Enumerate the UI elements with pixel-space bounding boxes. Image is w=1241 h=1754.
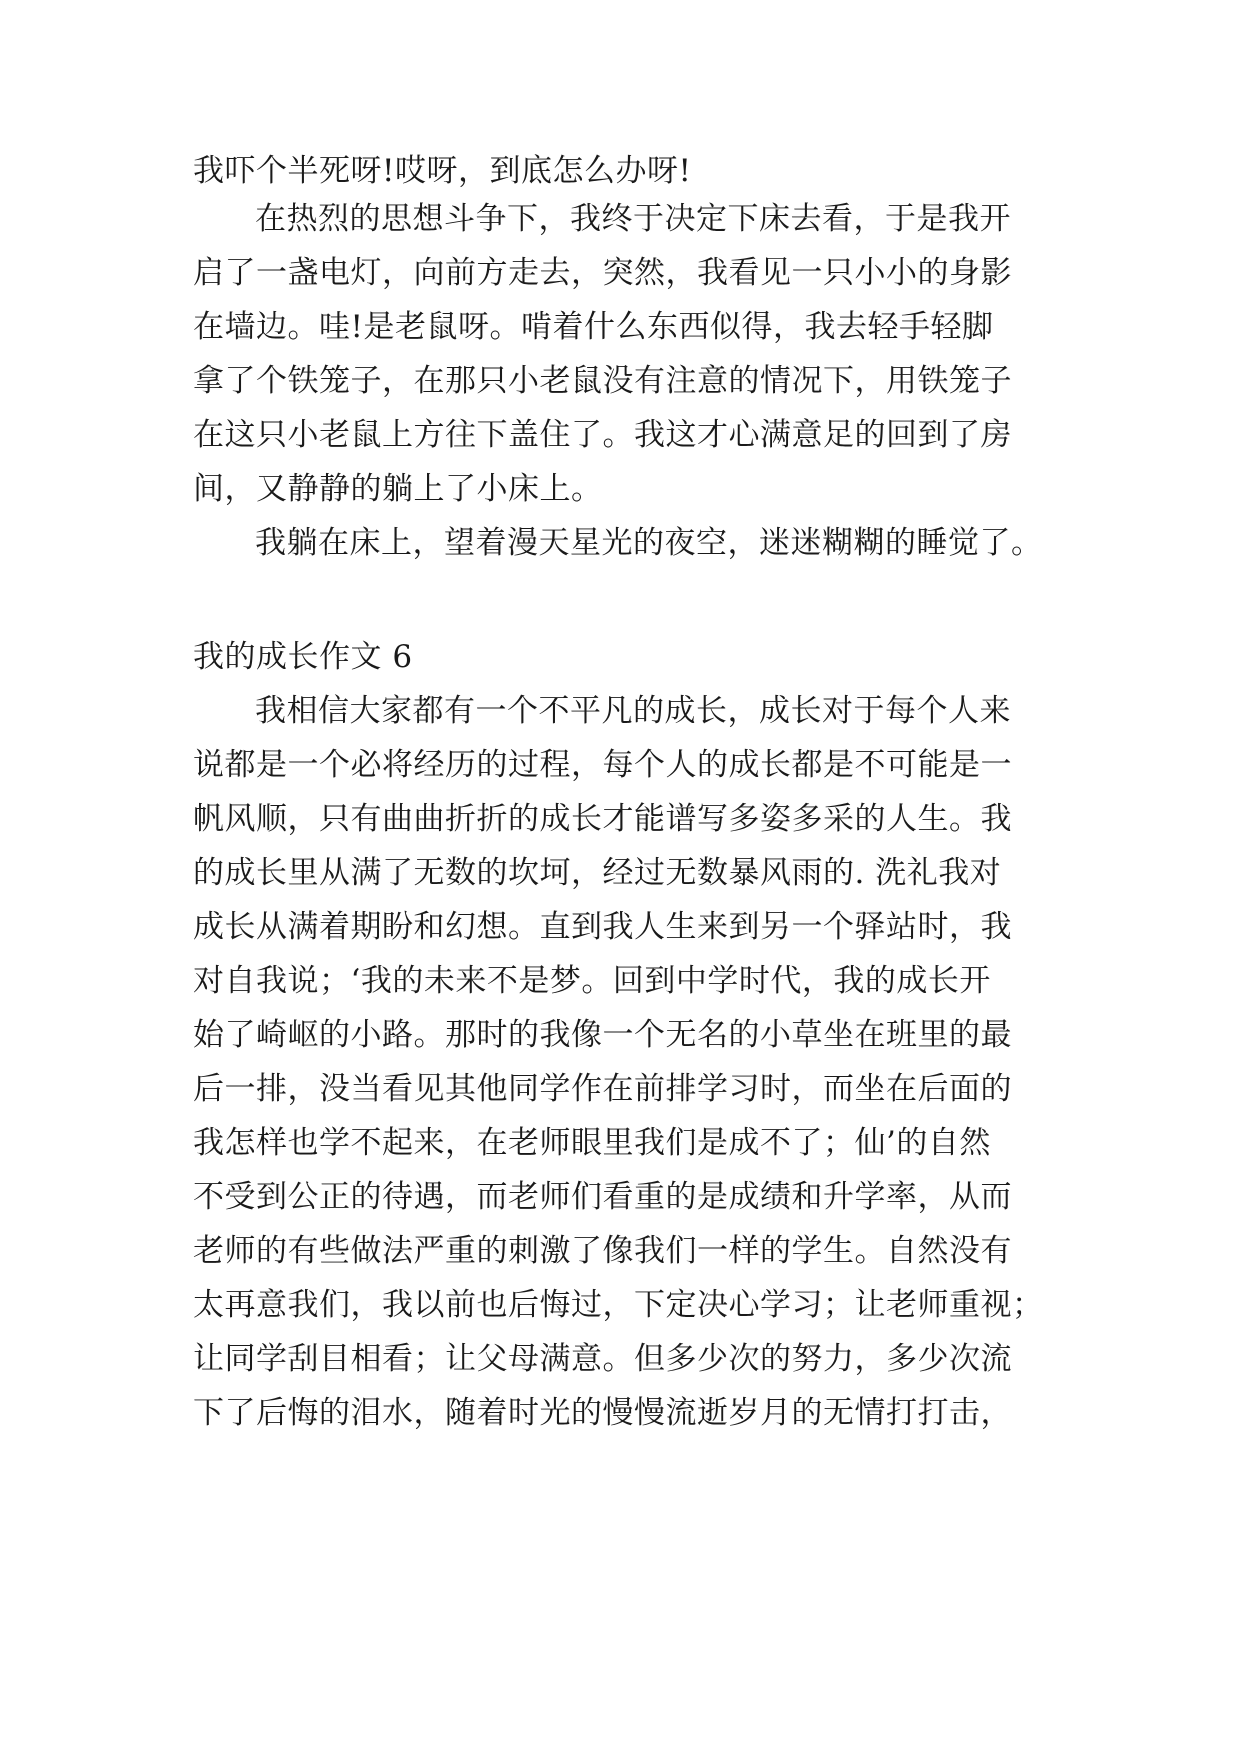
paragraph-start: 我躺在床上，望着漫天星光的夜空，迷迷糊糊的睡觉了。 xyxy=(255,525,1043,561)
text-line: 太再意我们，我以前也后悔过，下定决心学习；让老师重视； xyxy=(193,1287,1044,1323)
text-line: 启了一盏电灯，向前方走去，突然，我看见一只小小的身影 xyxy=(193,255,1012,291)
text-line: 始了崎岖的小路。那时的我像一个无名的小草坐在班里的最 xyxy=(193,1017,1012,1053)
text-line: 在墙边。哇!是老鼠呀。啃着什么东西似得，我去轻手轻脚 xyxy=(193,309,994,345)
text-line: 老师的有些做法严重的刺激了像我们一样的学生。自然没有 xyxy=(193,1233,1012,1269)
text-line: 拿了个铁笼子，在那只小老鼠没有注意的情况下，用铁笼子 xyxy=(193,363,1012,399)
text-line: 我怎样也学不起来，在老师眼里我们是成不了；仙’的自然 xyxy=(193,1125,991,1161)
paragraph-start: 我相信大家都有一个不平凡的成长，成长对于每个人来 xyxy=(255,693,1011,729)
text-line: 下了后悔的泪水，随着时光的慢慢流逝岁月的无情打打击， xyxy=(193,1395,1012,1431)
text-line: 间，又静静的躺上了小床上。 xyxy=(193,471,603,507)
paragraph-start: 在热烈的思想斗争下，我终于决定下床去看，于是我开 xyxy=(255,201,1011,237)
text-line: 帆风顺，只有曲曲折折的成长才能谱写多姿多采的人生。我 xyxy=(193,801,1012,837)
text-line: 的成长里从满了无数的坎坷，经过无数暴风雨的. 洗礼我对 xyxy=(193,855,1002,891)
section-title: 我的成长作文 6 xyxy=(193,639,413,675)
text-line: 在这只小老鼠上方往下盖住了。我这才心满意足的回到了房 xyxy=(193,417,1012,453)
text-line: 后一排，没当看见其他同学作在前排学习时，而坐在后面的 xyxy=(193,1071,1012,1107)
text-line: 说都是一个必将经历的过程，每个人的成长都是不可能是一 xyxy=(193,747,1012,783)
text-line: 我吓个半死呀!哎呀，到底怎么办呀! xyxy=(193,153,692,189)
text-line: 成长从满着期盼和幻想。直到我人生来到另一个驿站时，我 xyxy=(193,909,1012,945)
text-line: 让同学刮目相看；让父母满意。但多少次的努力，多少次流 xyxy=(193,1341,1012,1377)
text-line: 不受到公正的待遇，而老师们看重的是成绩和升学率，从而 xyxy=(193,1179,1012,1215)
text-line: 对自我说；‘我的未来不是梦。回到中学时代，我的成长开 xyxy=(193,963,991,999)
